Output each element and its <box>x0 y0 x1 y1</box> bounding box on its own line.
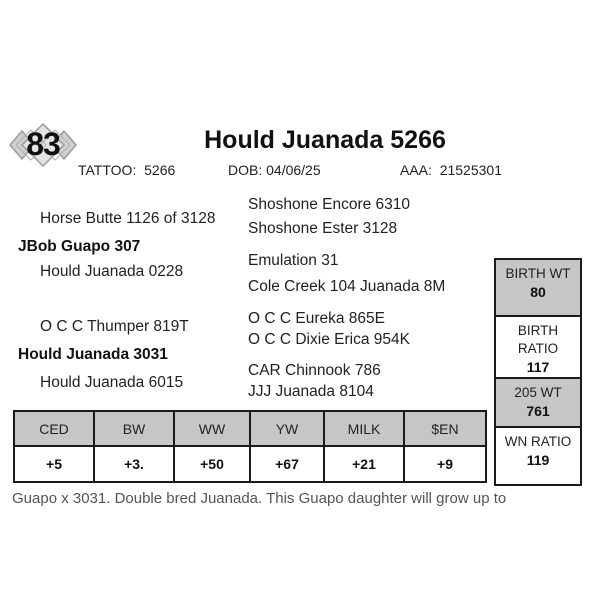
pedigree-dam-sire: O C C Thumper 819T <box>40 318 189 335</box>
dob-info <box>228 162 321 178</box>
pedigree-dam-sire-sire: O C C Eureka 865E <box>248 310 385 327</box>
pedigree-sire-dam: Hould Juanada 0228 <box>40 263 184 280</box>
pedigree-dam: Hould Juanada 3031 <box>18 346 168 363</box>
pedigree-sire-dam-dam: Cole Creek 104 Juanada 8M <box>248 278 446 295</box>
tattoo-info <box>78 162 175 178</box>
lot-number: 83 <box>26 126 60 162</box>
stat-label: 205 WT <box>514 385 562 400</box>
stat-birth-ratio <box>496 317 580 379</box>
epd-header-ced: CED <box>14 411 94 446</box>
dob-value: 04/06/25 <box>266 162 321 178</box>
stat-label-line1: BIRTH <box>517 323 559 338</box>
stat-value: 117 <box>526 359 550 375</box>
aaa-label: AAA: <box>400 162 432 178</box>
epd-value-ww: +50 <box>174 446 250 482</box>
aaa-value: 21525301 <box>439 162 502 178</box>
stat-weaning-ratio <box>496 428 580 484</box>
lot-comment: Guapo x 3031. Double bred Juanada. This Guapo daughter will grow up to <box>12 490 507 507</box>
pedigree-dam-dam-sire: CAR Chinnook 786 <box>248 362 381 379</box>
lot-comment-clipped <box>12 490 572 507</box>
animal-name: Hould Juanada 5266 <box>204 126 446 154</box>
performance-stats-panel <box>494 258 582 486</box>
dob-label: DOB: <box>228 162 263 178</box>
epd-value-bw: +3. <box>94 446 174 482</box>
epd-table <box>13 410 487 483</box>
stat-value: 80 <box>530 284 546 300</box>
stat-label: BIRTH WT <box>505 266 571 281</box>
epd-header-bw: BW <box>94 411 174 446</box>
epd-value-row <box>14 446 486 482</box>
epd-header-ww: WW <box>174 411 250 446</box>
epd-header-en: $EN <box>404 411 486 446</box>
pedigree-dam-sire-dam: O C C Dixie Erica 954K <box>248 331 410 348</box>
stat-label: WN RATIO <box>504 434 572 449</box>
stat-205-weight <box>496 379 580 428</box>
pedigree-sire-dam-sire: Emulation 31 <box>248 252 339 269</box>
tattoo-label: TATTOO: <box>78 162 137 178</box>
stat-birth-weight <box>496 260 580 317</box>
stat-label-line2: RATIO <box>517 341 559 356</box>
epd-value-yw: +67 <box>250 446 324 482</box>
epd-header-row <box>14 411 486 446</box>
epd-value-en: +9 <box>404 446 486 482</box>
pedigree-sire-sire-dam: Shoshone Ester 3128 <box>248 220 398 237</box>
pedigree-dam-dam-dam: JJJ Juanada 8104 <box>248 383 374 400</box>
epd-header-yw: YW <box>250 411 324 446</box>
stat-value: 119 <box>526 452 550 468</box>
tattoo-value: 5266 <box>144 162 176 178</box>
lot-number-badge <box>8 122 78 168</box>
epd-header-milk: MILK <box>324 411 404 446</box>
pedigree-sire: JBob Guapo 307 <box>18 238 141 255</box>
epd-value-milk: +21 <box>324 446 404 482</box>
stat-value: 761 <box>526 403 550 419</box>
epd-value-ced: +5 <box>14 446 94 482</box>
aaa-info <box>400 162 502 178</box>
pedigree-sire-sire-sire: Shoshone Encore 6310 <box>248 196 411 213</box>
pedigree-dam-dam: Hould Juanada 6015 <box>40 374 184 391</box>
pedigree-sire-sire: Horse Butte 1126 of 3128 <box>40 210 216 227</box>
